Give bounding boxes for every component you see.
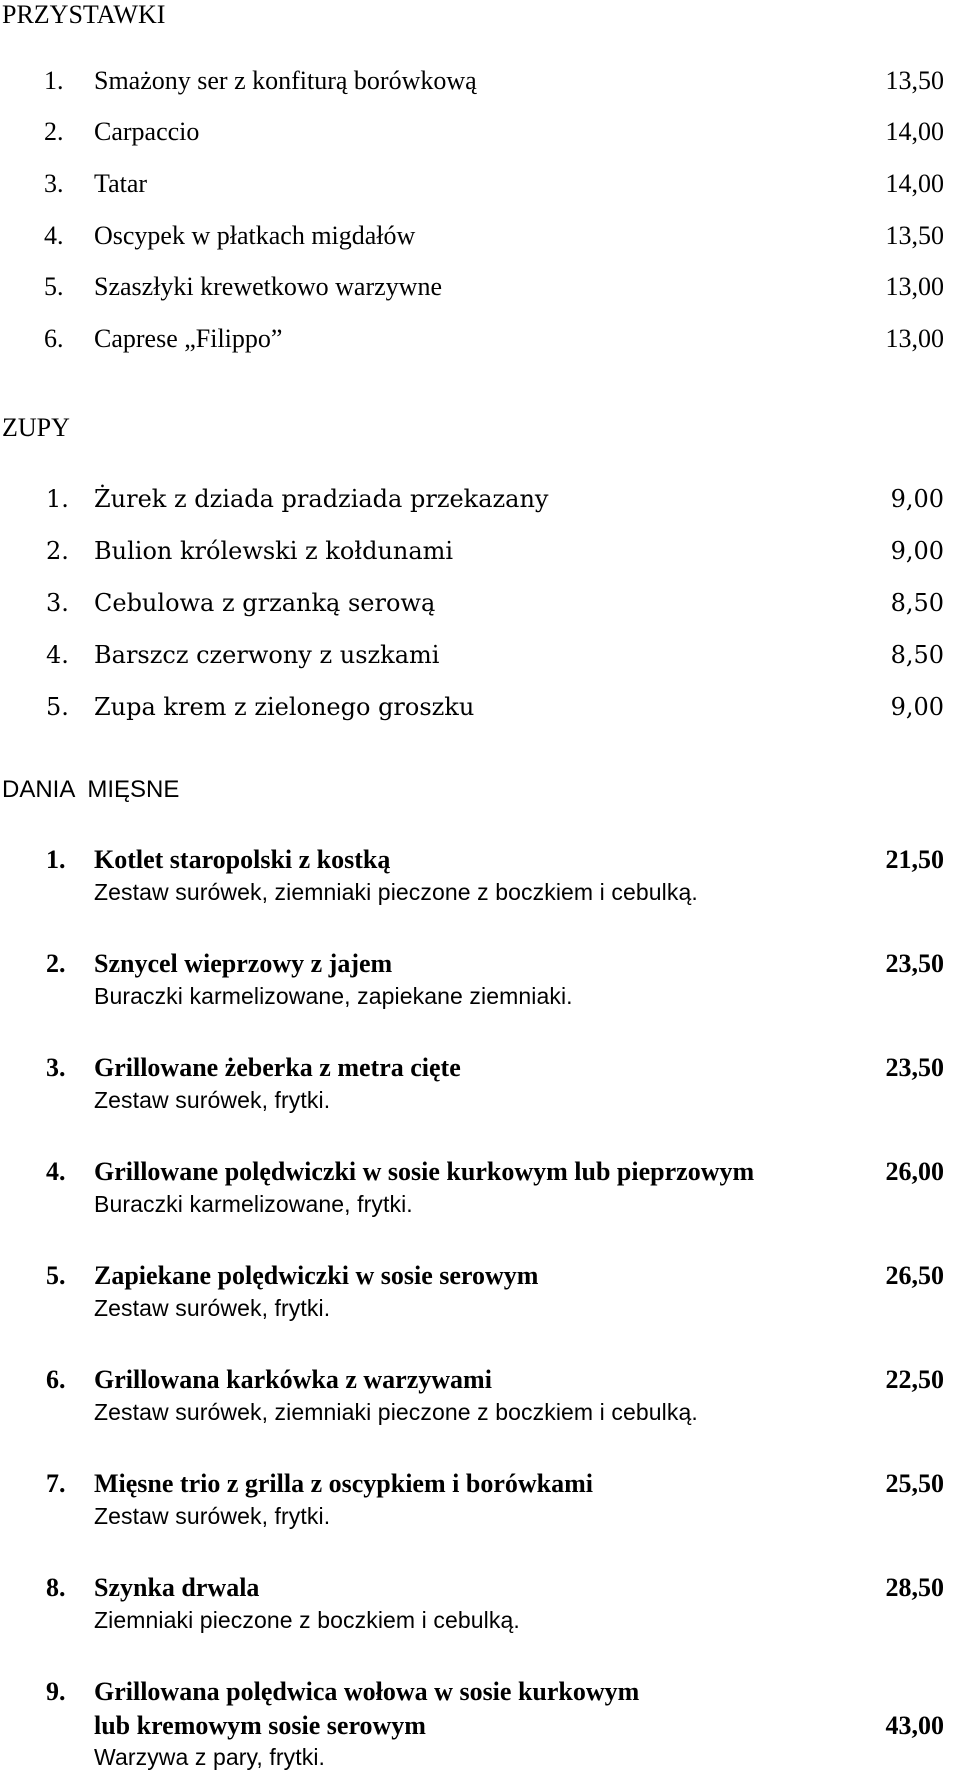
- item-number: 2.: [46, 537, 69, 565]
- item-name: Szynka drwala: [94, 1573, 260, 1602]
- item-price: 14,00: [885, 117, 944, 146]
- item-description: Zestaw surówek, ziemniaki pieczone z boczkiem i cebulką.: [94, 879, 698, 905]
- item-price: 13,50: [885, 221, 944, 250]
- item-description: Warzywa z pary, frytki.: [94, 1744, 326, 1770]
- item-description: Zestaw surówek, ziemniaki pieczone z boczkiem i cebulką.: [94, 1399, 698, 1425]
- item-price: 13,50: [885, 66, 944, 95]
- menu-item: [0, 66, 960, 102]
- item-name: Mięsne trio z grilla z oscypkiem i borówkami: [94, 1469, 593, 1498]
- menu-item: [0, 1469, 960, 1539]
- item-price: 23,50: [885, 949, 944, 978]
- item-number: 5.: [46, 693, 69, 721]
- item-price: 8,50: [890, 589, 944, 617]
- item-name: Grillowane polędwiczki w sosie kurkowym lub pieprzowym: [94, 1157, 755, 1186]
- item-name-continued: lub kremowym sosie serowym: [94, 1711, 426, 1740]
- item-name: Sznycel wieprzowy z jajem: [94, 949, 393, 978]
- menu-item: [0, 1157, 960, 1227]
- menu-item: [0, 1677, 960, 1780]
- menu-item: [0, 693, 960, 729]
- item-name: Smażony ser z konfiturą borówkową: [94, 66, 477, 95]
- menu-item: [0, 949, 960, 1019]
- item-name: Zupa krem z zielonego groszku: [94, 693, 475, 721]
- item-name: Grillowane żeberka z metra cięte: [94, 1053, 461, 1082]
- item-price: 14,00: [885, 169, 944, 198]
- item-name: Grillowana polędwica wołowa w sosie kurkowym: [94, 1677, 640, 1706]
- item-number: 5.: [44, 272, 64, 301]
- menu-item: [0, 537, 960, 573]
- item-name: Caprese „Filippo”: [94, 324, 283, 353]
- item-number: 8.: [46, 1573, 66, 1602]
- item-number: 2.: [46, 949, 66, 978]
- item-name: Kotlet staropolski z kostką: [94, 845, 391, 874]
- item-price: 13,00: [885, 324, 944, 353]
- item-price: 22,50: [885, 1365, 944, 1394]
- menu-item: [0, 1261, 960, 1331]
- item-number: 4.: [46, 1157, 66, 1186]
- item-price: 21,50: [885, 845, 944, 874]
- item-price: 26,50: [885, 1261, 944, 1290]
- item-description: Zestaw surówek, frytki.: [94, 1503, 331, 1529]
- item-price: 9,00: [890, 485, 944, 513]
- item-price: 25,50: [885, 1469, 944, 1498]
- item-price: 26,00: [885, 1157, 944, 1186]
- menu-item: [0, 1053, 960, 1123]
- item-number: 1.: [44, 66, 64, 95]
- item-number: 7.: [46, 1469, 66, 1498]
- menu-item: [0, 221, 960, 257]
- item-name: Grillowana karkówka z warzywami: [94, 1365, 492, 1394]
- item-price: 28,50: [885, 1573, 944, 1602]
- item-price: 9,00: [890, 537, 944, 565]
- item-name: Carpaccio: [94, 117, 200, 146]
- item-number: 4.: [44, 221, 64, 250]
- menu-item: [0, 169, 960, 205]
- menu-item: [0, 272, 960, 308]
- item-name: Cebulowa z grzanką serową: [94, 589, 436, 617]
- item-name: Szaszłyki krewetkowo warzywne: [94, 272, 442, 301]
- item-price: 23,50: [885, 1053, 944, 1082]
- item-description: Zestaw surówek, frytki.: [94, 1295, 331, 1321]
- menu-item: [0, 1573, 960, 1643]
- item-number: 3.: [44, 169, 64, 198]
- item-number: 3.: [46, 1053, 66, 1082]
- menu-item: [0, 485, 960, 521]
- item-number: 1.: [46, 845, 66, 874]
- item-number: 1.: [46, 485, 69, 513]
- item-number: 5.: [46, 1261, 66, 1290]
- item-price: 43,00: [885, 1711, 944, 1740]
- menu-item: [0, 589, 960, 625]
- item-number: 6.: [44, 324, 64, 353]
- item-name: Zapiekane polędwiczki w sosie serowym: [94, 1261, 539, 1290]
- item-name: Oscypek w płatkach migdałów: [94, 221, 416, 250]
- menu-item: [0, 117, 960, 153]
- item-description: Zestaw surówek, frytki.: [94, 1087, 331, 1113]
- menu-item: [0, 324, 960, 360]
- item-number: 3.: [46, 589, 69, 617]
- item-description: Ziemniaki pieczone z boczkiem i cebulką.: [94, 1607, 520, 1633]
- item-number: 4.: [46, 641, 69, 669]
- item-price: 13,00: [885, 272, 944, 301]
- item-number: 6.: [46, 1365, 66, 1394]
- item-number: 9.: [46, 1677, 66, 1706]
- section-title-meat: DANIA MIĘSNE: [2, 776, 180, 803]
- item-description: Buraczki karmelizowane, frytki.: [94, 1191, 413, 1217]
- section-title-appetizers: PRZYSTAWKI: [2, 0, 166, 29]
- menu-item: [0, 641, 960, 677]
- menu-item: [0, 845, 960, 915]
- menu-item: [0, 1365, 960, 1435]
- item-price: 9,00: [890, 693, 944, 721]
- item-name: Bulion królewski z kołdunami: [94, 537, 454, 565]
- item-description: Buraczki karmelizowane, zapiekane ziemniaki.: [94, 983, 573, 1009]
- section-title-soups: ZUPY: [2, 413, 70, 442]
- item-number: 2.: [44, 117, 64, 146]
- item-name: Żurek z dziada pradziada przekazany: [94, 485, 549, 513]
- item-name: Tatar: [94, 169, 148, 198]
- item-name: Barszcz czerwony z uszkami: [94, 641, 440, 669]
- item-price: 8,50: [890, 641, 944, 669]
